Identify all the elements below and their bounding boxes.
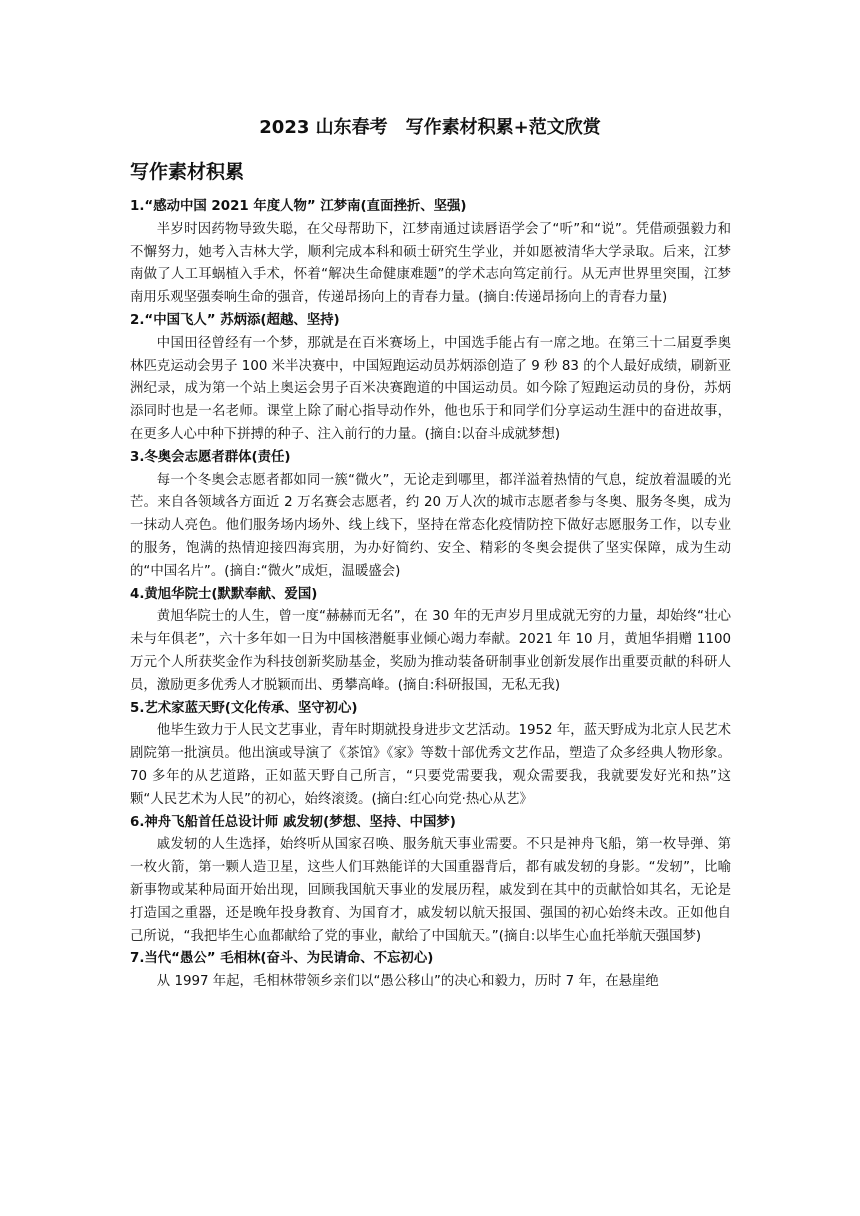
entry-body: 从 1997 年起，毛相林带领乡亲们以“愚公移山”的决心和毅力，历时 7 年，在悬崖绝 xyxy=(156,974,659,990)
entry-body: 戚发轫的人生选择，始终听从国家召唤、服务航天事业需要。不只是神舟飞船，第一枚导弹、第一枚火箭，第一颗人造卫星，这些人们耳熟能详的大国重器背后，都有戚发轫的身影。“发轫”，比喻新事物或某种局面开始出现，回顾我国航天事业的发展历程，戚发到在其中的贡献恰如其名，无论是打造国之重器，还是晚年投身教育、为国育才，戚发轫以航天报国、强国的初心始终未改。正如他自己所说，“我把毕生心血都献给了党的事业，献给了中国航天。”(摘自:以毕生心血托举航天强国梦) xyxy=(130,837,731,944)
entry-body: 黄旭华院士的人生，曾一度“赫赫而无名”，在 30 年的无声岁月里成就无穷的力量，却始终“壮心未与年俱老”，六十多年如一日为中国核潜艇事业倾心竭力奉献。2021 年 10 月，黄旭华捐赠 1100 万元个人所获奖金作为科技创新奖励基金，奖励为推动装备研制事业创新发展作出重要贡献的科研人员，激励更多优秀人才脱颖而出、勇攀高峰。(摘自:科研报国，无私无我) xyxy=(130,609,731,693)
entry-heading: 1.“感动中国 2021 年度人物” 江梦南(直面挫折、坚强) xyxy=(130,199,467,214)
document-title: 2023 山东春考 写作素材积累+范文欣赏 xyxy=(259,117,601,138)
entry-heading: 6.神舟飞船首任总设计师 戚发轫(梦想、坚持、中国梦) xyxy=(130,814,456,830)
entry-body: 他毕生致力于人民文艺事业，青年时期就投身进步文艺活动。1952 年，蓝天野成为北京人民艺术剧院第一批演员。他出演或导演了《茶馆》《家》等数十部优秀文艺作品，塑造了众多经典人物形象。70 多年的从艺道路，正如蓝天野自己所言，“只要党需要我，观众需要我，我就要发好光和热”这颗“人民艺术为人民”的初心，始终滚烫。(摘白:红心向党·热心从艺》 xyxy=(130,723,731,807)
entry-body: 每一个冬奥会志愿者都如同一簇“微火”，无论走到哪里，都洋溢着热情的气息，绽放着温暖的光芒。来自各领域各方面近 2 万名赛会志愿者，约 20 万人次的城市志愿者参与冬奥、服务冬奥，成为一抹动人亮色。他们服务场内场外、线上线下，坚持在常态化疫情防控下做好志愿服务工作，以专业的服务，饱满的热情迎接四海宾朋，为办好简约、安全、精彩的冬奥会提供了坚实保障，成为生动的“中国名片”。(摘自:“微火”成炬，温暖盛会) xyxy=(130,472,731,579)
entry-body: 半岁时因药物导致失聪，在父母帮助下，江梦南通过读唇语学会了“听”和“说”。凭借顽强毅力和不懈努力，她考入吉林大学，顺利完成本科和硕士研究生学业，并如愿被清华大学录取。后来，江梦南做了人工耳蜗植入手术，怀着“解决生命健康难题”的学术志向笃定前行。从无声世界里突围，江梦南用乐观坚强奏响生命的强音，传递昂扬向上的青春力量。(摘自:传递昂扬向上的青春力量) xyxy=(130,221,731,306)
document-content xyxy=(130,196,731,994)
section-heading: 写作素材积累 xyxy=(130,161,245,183)
entry-heading: 3.冬奥会志愿者群体(责任) xyxy=(130,449,291,465)
entry-heading: 4.黄旭华院士(默默奉献、爱国) xyxy=(130,586,318,602)
entry-heading: 5.艺术家蓝天野(文化传承、坚守初心) xyxy=(130,700,358,716)
entry-heading: 2.“中国飞人” 苏炳添(超越、坚持) xyxy=(130,312,340,328)
entry-body: 中国田径曾经有一个梦，那就是在百米赛场上，中国选手能占有一席之地。在第三十二届夏季奥林匹克运动会男子 100 米半决赛中，中国短跑运动员苏炳添创造了 9 秒 83 的个人最好成绩，刷新亚洲纪录，成为第一个站上奥运会男子百米决赛跑道的中国运动员。如今除了短跑运动员的身份，苏炳添同时也是一名老师。课堂上除了耐心指导动作外，他也乐于和同学们分享运动生涯中的奋进故事，在更多人心中种下拼搏的种子、注入前行的力量。(摘自:以奋斗成就梦想) xyxy=(130,335,731,442)
entry-heading: 7.当代“愚公” 毛相林(奋斗、为民请命、不忘初心) xyxy=(130,951,434,967)
